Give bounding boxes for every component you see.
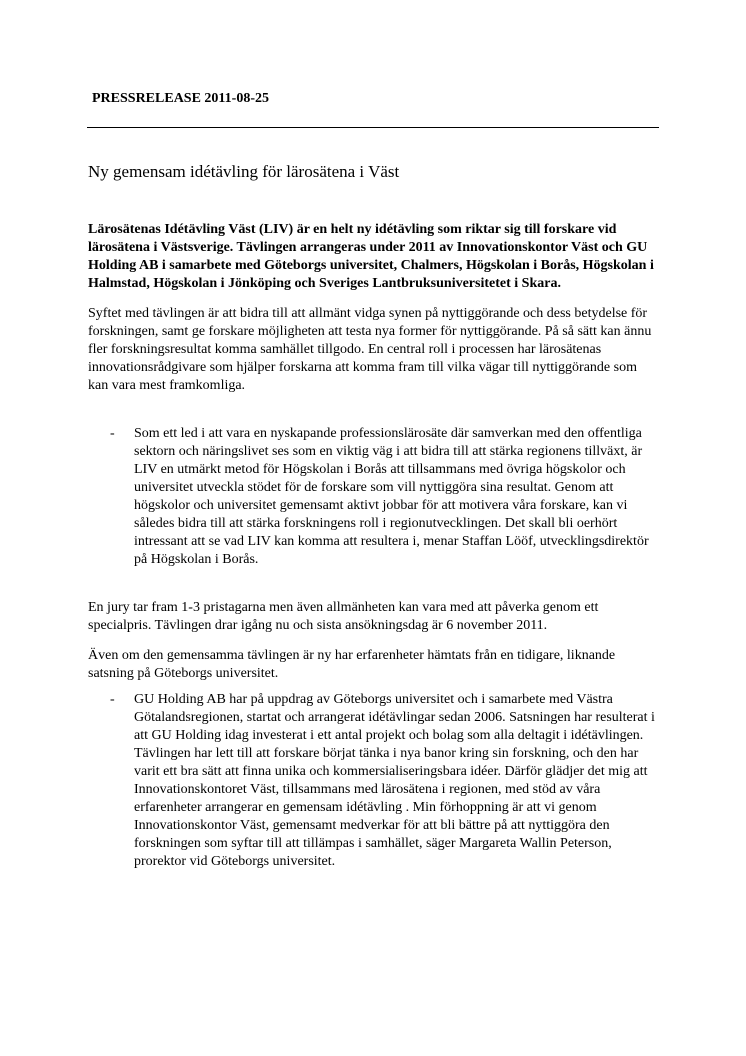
- body-paragraph-jury: En jury tar fram 1-3 pristagarna men även allmänheten kan vara med att påverka genom ett specialpris. Tävlingen drar igång nu och sista ansökningsdag är 6 november 2011.: [88, 600, 599, 633]
- bullet-dash: -: [110, 692, 115, 707]
- body-paragraph-purpose: Syftet med tävlingen är att bidra till att allmänt vidga synen på nyttiggörande och dess betydelse för forskningen, samt ge forskare möjligheten att testa nya former för nyttiggörande. På så sätt kan ännu fler forskningsresultat komma samhället tillgodo. En central roll i processen har lärosätenas innovationsrådgivare som hjälper forskarna att komma fram till vilka vägar till nyttiggörande som kan vara mest framkomliga.: [88, 306, 652, 393]
- header-rule: [87, 127, 659, 128]
- quote-text: GU Holding AB har på uppdrag av Göteborgs universitet och i samarbete med Västra Götalandsregionen, startat och arrangerat idétävlingar sedan 2006. Satsningen har resulterat i att GU Holding idag investerat i ett antal projekt och bolag som alla deltagit i idétävlingen. Tävlingen har lett till att forskare börjat tänka i nya banor kring sin forskning, och den har varit ett bra sätt att finna unika och kommersialiseringsbara idéer. Därför glädjer det mig att Innovationskontoret Väst, tillsammans med lärosätena i regionen, med stöd av våra erfarenheter arrangerar en gemensam idétävling . Min förhoppning är att vi genom Innovationskontor Väst, gemensamt medverkar för att bli bättre på att nyttiggöra den forskningen som syftar till att tillämpas i samhället, säger Margareta Wallin Peterson, prorektor vid Göteborgs universitet.: [134, 692, 655, 869]
- bullet-dash: -: [110, 426, 115, 441]
- document-title: Ny gemensam idétävling för lärosätena i Väst: [88, 162, 400, 181]
- document-body: [88, 221, 660, 871]
- quote-text: Som ett led i att vara en nyskapande professionslärosäte där samverkan med den offentliga sektorn och näringslivet ses som en viktig väg i att bidra till att stärka regionens tillväxt, är LIV en utmärkt metod för Högskolan i Borås att tillsammans med övriga högskolor och universitet utveckla stödet för de forskare som vill nyttiggöra sina resultat. Genom att högskolor och universitet gemensamt aktivt jobbar för att motivera våra forskare, kan vi således bidra till att stärka forskningens roll i regionutvecklingen. Det skall bli oerhört intressant att se vad LIV kan komma att resultera i, menar Staffan Lööf, utvecklingsdirektör på Högskolan i Borås.: [134, 426, 649, 567]
- press-release-header: PRESSRELEASE 2011-08-25: [92, 91, 269, 106]
- lead-paragraph: Lärosätenas Idétävling Väst (LIV) är en helt ny idétävling som riktar sig till forskare vid lärosätena i Västsverige. Tävlingen arrangeras under 2011 av Innovationskontor Väst och GU Holding AB i samarbete med Göteborgs universitet, Chalmers, Högskolan i Borås, Högskolan i Halmstad, Högskolan i Jönköping och Sveriges Lantbruksuniversitetet i Skara.: [88, 222, 654, 291]
- body-paragraph-experience: Även om den gemensamma tävlingen är ny har erfarenheter hämtats från en tidigare, liknande satsning på Göteborgs universitet.: [88, 648, 616, 681]
- quote-margareta-wallin-peterson: [88, 691, 660, 871]
- quote-staffan-loof: [88, 425, 660, 569]
